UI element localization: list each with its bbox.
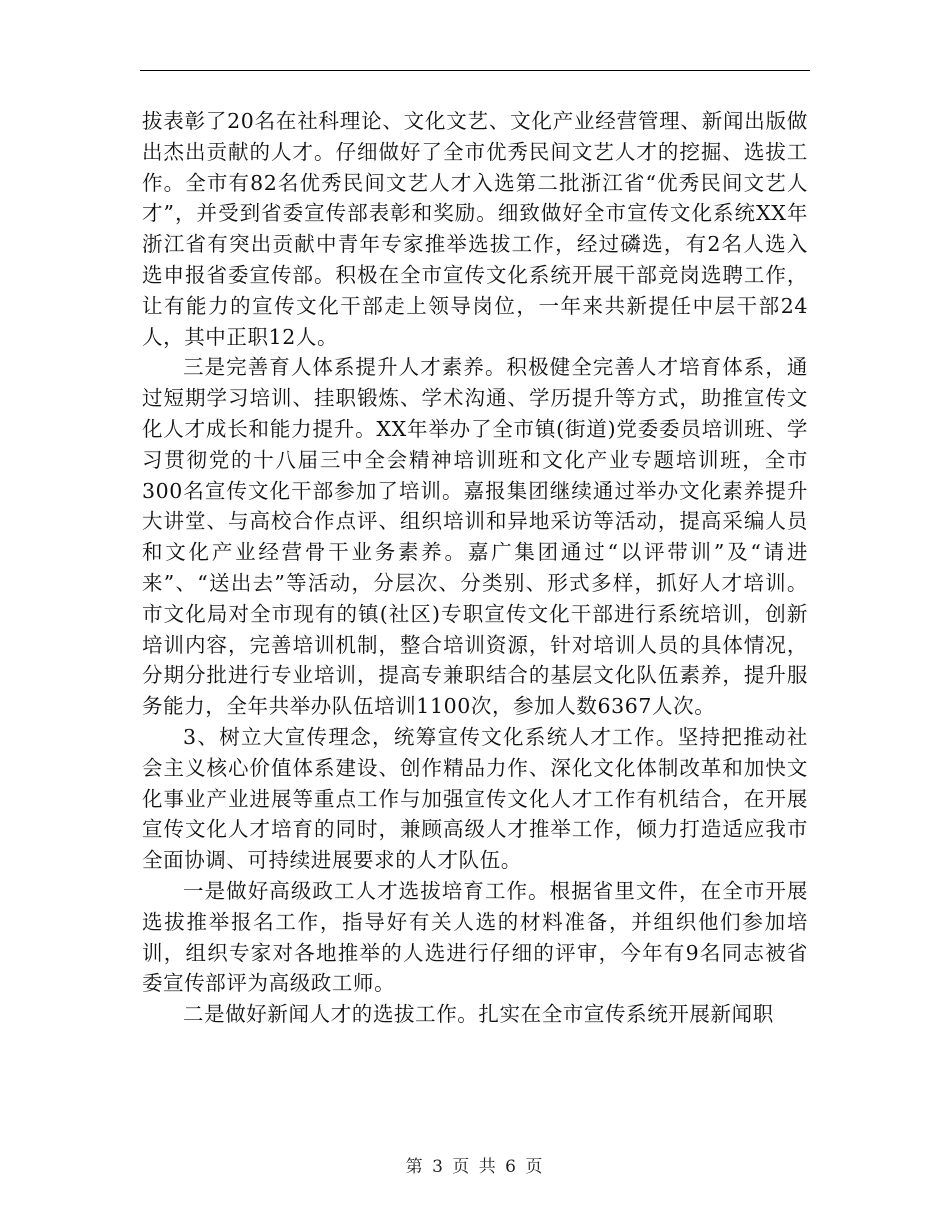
paragraph-2: 三是完善育人体系提升人才素养。积极健全完善人才培育体系，通过短期学习培训、挂职锻炼、学术沟通、学历提升等方式，助推宣传文化人才成长和能力提升。XX年举办了全市镇(街道)党委委员培训班、学习贯彻党的十八届三中全会精神培训班和文化产业专题培训班，全市300名宣传文化干部参加了培训。嘉报集团继续通过举办文化素养提升大讲堂、与高校合作点评、组织培训和异地采访等活动，提高采编人员和文化产业经营骨干业务素养。嘉广集团通过“以评带训”及“请进来”、“送出去”等活动，分层次、分类别、形式多样，抓好人才培训。市文化局对全市现有的镇(社区)专职宣传文化干部进行系统培训，创新培训内容，完善培训机制，整合培训资源，针对培训人员的具体情况，分期分批进行专业培训，提高专兼职结合的基层文化队伍素养，提升服务能力，全年共举办队伍培训1100次，参加人数6367人次。 — [142, 355, 808, 719]
document-body — [142, 106, 808, 1030]
header-rule — [140, 70, 810, 71]
paragraph-5: 二是做好新闻人才的选拔工作。扎实在全市宣传系统开展新闻职 — [183, 1002, 774, 1027]
paragraph-1: 拔表彰了20名在社科理论、文化文艺、文化产业经营管理、新闻出版做出杰出贡献的人才。仔细做好了全市优秀民间文艺人才的挖掘、选拔工作。全市有82名优秀民间文艺人才入选第二批浙江省“优秀民间文艺人才”，并受到省委宣传部表彰和奖励。细致做好全市宣传文化系统XX年浙江省有突出贡献中青年专家推举选拔工作，经过磷选，有2名人选入选申报省委宣传部。积极在全市宣传文化系统开展干部竞岗选聘工作，让有能力的宣传文化干部走上领导岗位，一年来共新提任中层干部24人，其中正职12人。 — [142, 109, 808, 349]
paragraph-4: 一是做好高级政工人才选拔培育工作。根据省里文件，在全市开展选拔推举报名工作，指导好有关人选的材料准备，并组织他们参加培训，组织专家对各地推举的人选进行仔细的评审，今年有9名同志被省委宣传部评为高级政工师。 — [142, 878, 808, 996]
page-number-footer: 第 3 页 共 6 页 — [405, 1157, 545, 1177]
paragraph-3: 3、树立大宣传理念，统筹宣传文化系统人才工作。坚持把推动社会主义核心价值体系建设、创作精品力作、深化文化体制改革和加快文化事业产业进展等重点工作与加强宣传文化人才工作有机结合，在开展宣传文化人才培育的同时，兼顾高级人才推举工作，倾力打造适应我市全面协调、可持续进展要求的人才队伍。 — [142, 724, 808, 873]
